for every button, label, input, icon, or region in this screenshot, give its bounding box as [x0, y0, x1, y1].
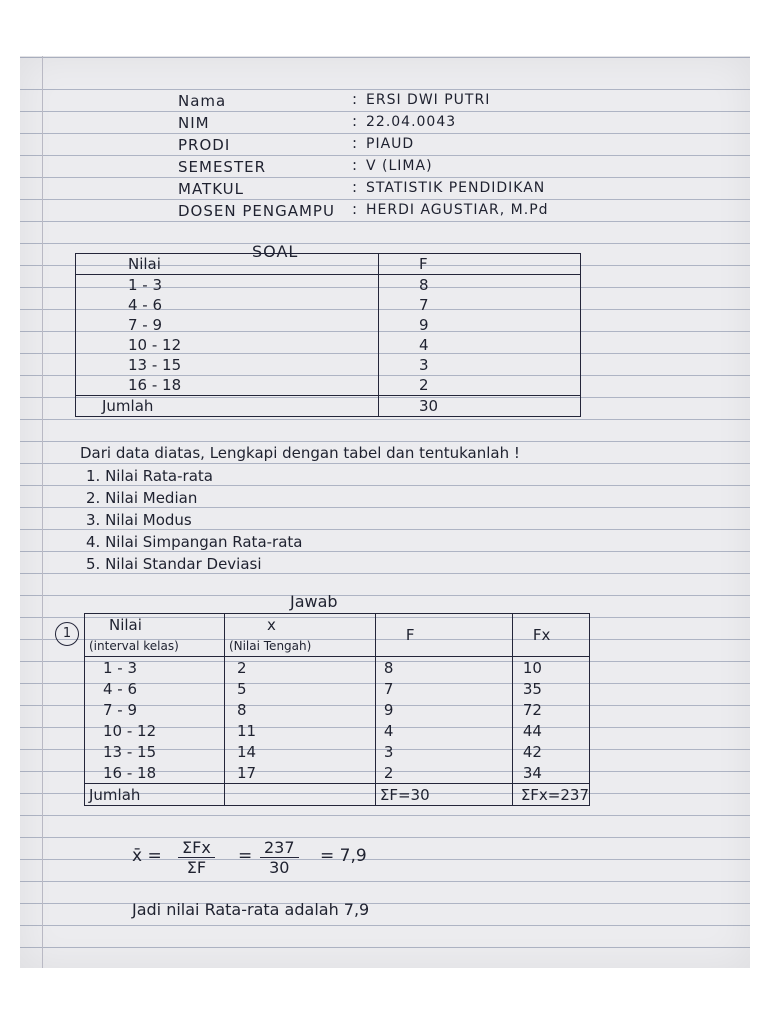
table-row: [85, 657, 590, 679]
column-header: Nilai: [85, 614, 225, 636]
colon-separator: :: [352, 112, 358, 130]
table-cell: 7: [375, 678, 512, 699]
table-cell: 4 - 6: [76, 295, 379, 315]
formula-equals: =: [238, 846, 253, 866]
label-dosen: DOSEN PENGAMPU: [178, 202, 335, 220]
table-row: [85, 762, 590, 784]
instruction-item: 5. Nilai Standar Deviasi: [86, 555, 262, 573]
value-nama: ERSI DWI PUTRI: [366, 92, 491, 108]
column-header: F: [379, 254, 581, 275]
table-cell: 1 - 3: [85, 657, 225, 679]
table-cell: 1 - 3: [76, 275, 379, 296]
formula-denominator: ΣF: [186, 858, 207, 877]
table-cell: 9: [375, 699, 512, 720]
table-cell: [224, 784, 375, 806]
table-cell: ΣFx=237: [512, 784, 589, 806]
value-matkul: STATISTIK PENDIDIKAN: [366, 180, 546, 196]
colon-separator: :: [352, 156, 358, 174]
column-header: Nilai: [76, 254, 379, 275]
answer-number-circle: 1: [55, 622, 79, 646]
formula-fraction-numeric: [260, 838, 299, 877]
colon-separator: :: [352, 200, 358, 218]
table-cell: 3: [379, 355, 581, 375]
soal-title: SOAL: [252, 242, 299, 261]
table-cell: 7 - 9: [85, 699, 225, 720]
table-cell: 30: [379, 396, 581, 417]
table-cell: 4: [379, 335, 581, 355]
table-cell: 10 - 12: [85, 720, 225, 741]
instruction-intro: Dari data diatas, Lengkapi dengan tabel dan tentukanlah !: [80, 444, 520, 462]
notebook-page: [20, 56, 750, 968]
value-nim: 22.04.0043: [366, 114, 457, 130]
formula-result: = 7,9: [320, 846, 367, 866]
table-cell: 4: [375, 720, 512, 741]
table-cell: 13 - 15: [85, 741, 225, 762]
table-cell: ΣF=30: [375, 784, 512, 806]
column-header: F: [375, 614, 512, 657]
table-cell: 7: [379, 295, 581, 315]
table-cell: 2: [375, 762, 512, 784]
instruction-item: 4. Nilai Simpangan Rata-rata: [86, 533, 303, 551]
column-subheader: (interval kelas): [85, 635, 225, 657]
table-header-row: [76, 254, 581, 275]
conclusion: Jadi nilai Rata-rata adalah 7,9: [132, 900, 370, 919]
table-total-row: [76, 396, 581, 417]
table-cell: 2: [224, 657, 375, 679]
table-row: [76, 315, 581, 335]
table-cell: 35: [512, 678, 589, 699]
table-cell: 16 - 18: [76, 375, 379, 396]
table-cell: 11: [224, 720, 375, 741]
colon-separator: :: [352, 134, 358, 152]
colon-separator: :: [352, 90, 358, 108]
column-header: Fx: [512, 614, 589, 657]
table-cell: 17: [224, 762, 375, 784]
table-header-row: [85, 614, 590, 636]
table-row: [85, 741, 590, 762]
formula-numerator: ΣFx: [178, 838, 215, 858]
table-total-row: [85, 784, 590, 806]
table-cell: 5: [224, 678, 375, 699]
instruction-item: 1. Nilai Rata-rata: [86, 467, 213, 485]
table-row: [76, 275, 581, 296]
table-cell: 13 - 15: [76, 355, 379, 375]
table-cell: 10: [512, 657, 589, 679]
soal-table: [75, 253, 581, 417]
label-matkul: MATKUL: [178, 180, 244, 198]
table-cell: 2: [379, 375, 581, 396]
label-nim: NIM: [178, 114, 210, 132]
label-nama: Nama: [178, 92, 227, 110]
table-cell: 3: [375, 741, 512, 762]
table-cell: 34: [512, 762, 589, 784]
table-cell: 16 - 18: [85, 762, 225, 784]
column-subheader: (Nilai Tengah): [224, 635, 375, 657]
value-prodi: PIAUD: [366, 136, 415, 152]
formula-fraction-symbolic: [178, 838, 215, 877]
label-semester: SEMESTER: [178, 158, 267, 176]
instruction-item: 3. Nilai Modus: [86, 511, 192, 529]
table-cell: 10 - 12: [76, 335, 379, 355]
margin-line: [42, 56, 43, 968]
table-cell: 7 - 9: [76, 315, 379, 335]
table-cell: 72: [512, 699, 589, 720]
table-cell: 8: [375, 657, 512, 679]
table-cell: 14: [224, 741, 375, 762]
table-row: [76, 295, 581, 315]
value-dosen: HERDI AGUSTIAR, M.Pd: [366, 202, 549, 218]
table-row: [76, 335, 581, 355]
table-cell: 9: [379, 315, 581, 335]
table-row: [85, 678, 590, 699]
jawab-table: [84, 613, 590, 806]
table-cell: 4 - 6: [85, 678, 225, 699]
formula-numerator: 237: [260, 838, 299, 858]
instruction-item: 2. Nilai Median: [86, 489, 198, 507]
formula-lhs: x̄ =: [132, 846, 162, 866]
table-cell: 42: [512, 741, 589, 762]
table-cell: Jumlah: [76, 396, 379, 417]
formula-denominator: 30: [269, 858, 290, 877]
table-cell: 8: [224, 699, 375, 720]
label-prodi: PRODI: [178, 136, 231, 154]
table-cell: 8: [379, 275, 581, 296]
table-row: [76, 355, 581, 375]
table-row: [85, 699, 590, 720]
table-cell: 44: [512, 720, 589, 741]
table-cell: Jumlah: [85, 784, 225, 806]
jawab-title: Jawab: [290, 592, 338, 611]
colon-separator: :: [352, 178, 358, 196]
column-header: x: [224, 614, 375, 636]
value-semester: V (LIMA): [366, 158, 433, 174]
table-row: [76, 375, 581, 396]
table-row: [85, 720, 590, 741]
